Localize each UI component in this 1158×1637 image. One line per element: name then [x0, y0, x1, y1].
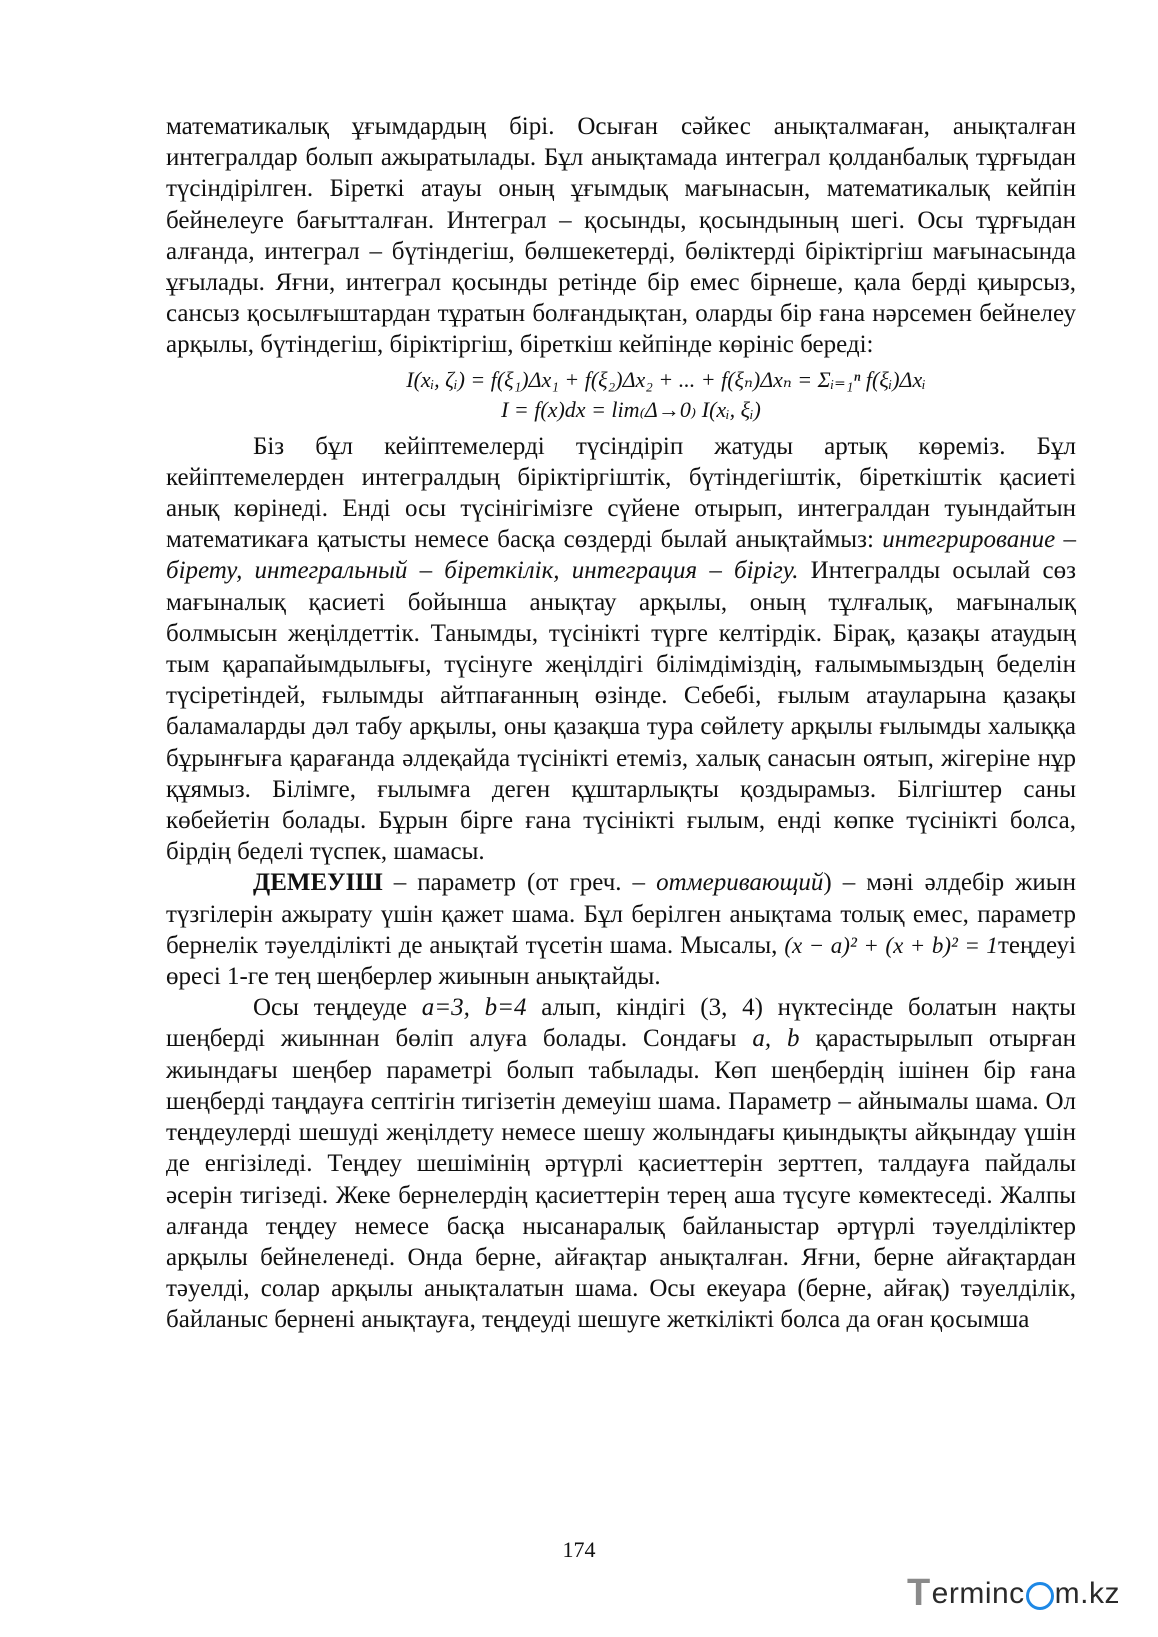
paragraph-4-a: Осы теңдеуде: [253, 994, 422, 1022]
term-heading: ДЕМЕУІШ: [253, 869, 383, 897]
paragraph-4: [166, 992, 1076, 1335]
termincom-watermark-logo: [907, 1572, 1120, 1615]
watermark-o-circle-icon: [1026, 1582, 1054, 1610]
paragraph-4-b: алып, кіндігі (3, 4) нүктесінде болатын нақты шеңберді жиыннан бөліп алуға болады. Сондағы: [166, 994, 1076, 1053]
paragraph-3-c: теңдеуі өресі 1-ге тең шеңберлер жиынын анықтайды.: [166, 931, 1076, 991]
paragraph-3-a: – параметр (от греч. –: [382, 869, 657, 897]
paragraph-3-b: ) – мәні әлдебір жиын түзгілерін ажырату үшін қажет шама. Бұл берілген анықтама толық емес, параметр бернелік тәуелділікті де анықтай түсетін шама. Мысалы,: [166, 869, 1076, 959]
paragraph-2: [166, 431, 1076, 868]
watermark-domain: m.kz: [1054, 1576, 1120, 1610]
paragraph-4-italic-values: a=3, b=4: [421, 994, 527, 1022]
watermark-text-part: erminc: [931, 1576, 1025, 1610]
paragraph-2-end: Интегралды осылай сөз мағыналық қасиеті бойынша анықтау арқылы, оның тұлғалық, мағыналық болмысын жеңілдеттік. Танымды, түсінікті түрге келтірдік. Бірақ, қазақы атаудың тым қарапайымдылығы, түсінуге жеңілдігі білімдіміздің, ғалымымыздың беделін түсіретіндей, ғылымды айтпағанның өзінде. Себебі, ғылым атауларына қазақы баламаларды дәл табу арқылы, оны қазақша тура сөйлету арқылы ғылымды халыққа бұрынғыға қарағанда әлдеқайда түсінікті етеміз, халық санасын оятып, жігеріне нұр құямыз. Білімге, ғылымға деген құштарлықты қоздырамыз. Білгіштер саны көбейетін болады. Бұрын бірге ғана түсінікті ғылым, енді көпке түсінікті болса, бірдің беделі түспек, шамасы.: [166, 557, 1076, 866]
formula-block: [166, 365, 1076, 425]
paragraph-2-italic-terms: интегрирование – бірету, интегральный – біреткілік, интеграция – бірігу.: [166, 526, 1076, 585]
paragraph-1: математикалық ұғымдардың бірі. Осыған сәйкес анықталмаған, анықталған интегралдар болып ажыратылады. Бұл анықтамада интеграл қолданбалық тұрғыдан түсіндірілген. Біреткі атауы оның ұғымдық мағынасын, математикалық кейпін бейнелеуге бағытталған. Интеграл – қосынды, қосындының шегі. Осы тұрғыдан алғанда, интеграл – бүтіндегіш, бөлшекетерді, бөліктерді біріктіргіш мағынасында ұғылады. Яғни, интеграл қосынды ретінде бір емес бірнеше, қала берді қиырсыз, сансыз қосылғыштардан тұратын болғандықтан, оларды бір ғана нәрсемен бейнелеу арқылы, бүтіндегіш, біріктіргіш, біреткіш кейпінде көрініс береді:: [166, 113, 1076, 359]
circle-equation: (x − a)² + (x + b)² = 1: [784, 932, 998, 958]
paragraph-4-c: қарастырылып отырған жиындағы шеңбер параметрі болып табылады. Көп шеңбердің ішінен бір ғана шеңберді таңдауға септігін тигізетін демеуіш шама. Параметр – айнымалы шама. Ол теңдеулерді шешуді жеңілдету немесе шешу жолындағы қиындықты айқындау үшін де енгізіледі. Теңдеу шешімінің әртүрлі қасиеттерін зерттеп, талдауға пайдалы әсерін тигізеді. Жеке бернелердің қасиеттерін терең аша түсуге көмектеседі. Жалпы алғанда теңдеу немесе басқа нысанаралық байланыстар әртүрлі тәуелділіктер арқылы бейнеленеді. Онда берне, айғақтар анықталған. Яғни, берне айғақтардан тәуелді, солар арқылы анықталатын шама. Осы екеуара (берне, айғақ) тәуелділік, байланыс бернені анықтауға, теңдеуді шешуге жеткілікті болса да оған қосымша: [166, 1025, 1076, 1334]
page-body: [166, 111, 1076, 1336]
paragraph-3: [166, 867, 1076, 992]
paragraph-2-start: Біз бұл кейіптемелерді түсіндіріп жатуды артық көреміз. Бұл кейіптемелерден интегралдың біріктіргіштік, бүтіндегіштік, біреткіштік қасиеті анық көрінеді. Енді осы түсінігімізге сүйене отырып, интегралдан туындайтын математикаға қатысты немесе басқа сөздерді былай анықтаймыз:: [166, 432, 1076, 554]
page-number: 174: [562, 1537, 596, 1562]
paragraph-3-italic: отмеривающий: [656, 869, 824, 897]
formula-sum: I(xᵢ, ζᵢ) = f(ξ₁)Δx₁ + f(ξ₂)Δx₂ + ... + f(ξₙ)Δxₙ = Σᵢ₌₁ⁿ f(ξᵢ)Δxᵢ: [406, 366, 926, 392]
watermark-letter-t: T: [906, 1572, 931, 1614]
paragraph-4-italic-params: a, b: [752, 1025, 800, 1053]
formula-integral: I = f(x)dx = lim₍Δ→0₎ I(xᵢ, ξᵢ): [501, 396, 761, 422]
